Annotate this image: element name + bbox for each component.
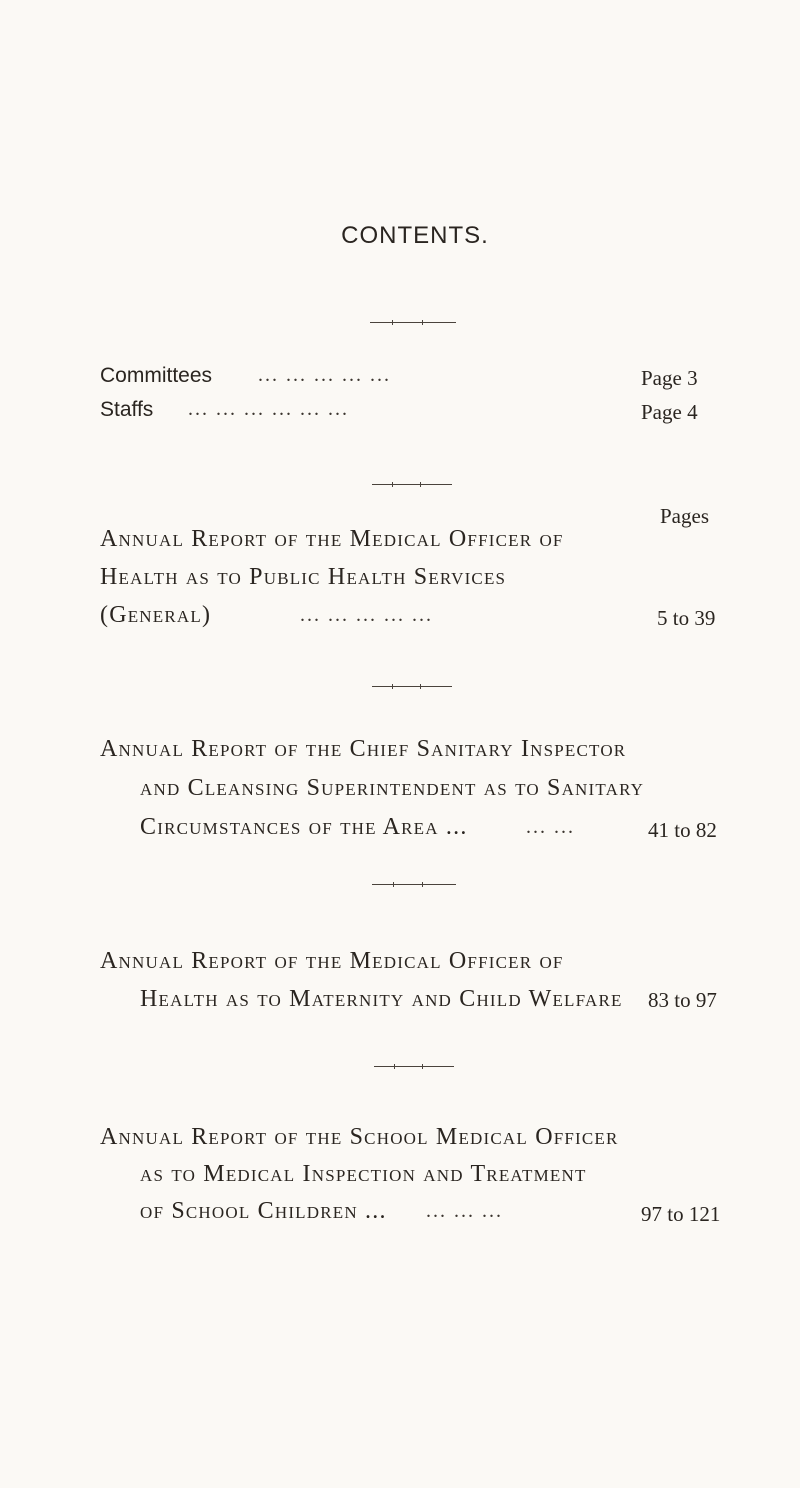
toc-staffs-label: Staffs	[100, 398, 154, 421]
toc-committees-page: Page 3	[641, 366, 698, 390]
toc-staffs-dots: ... ... ... ... ... ...	[188, 398, 349, 420]
toc-school-dots: ... ... ...	[426, 1200, 503, 1222]
toc-sanitary-pages: 41 to 82	[648, 818, 717, 842]
toc-maternity-pages: 83 to 97	[648, 988, 717, 1012]
toc-staffs-page: Page 4	[641, 400, 698, 424]
toc-committees-label: Committees	[100, 364, 213, 387]
toc-committees-dots: ... ... ... ... ...	[258, 364, 391, 386]
toc-sanitary-line1: Annual Report of the Chief Sanitary Inspector	[100, 736, 627, 762]
toc-school-line3: of School Children ...	[140, 1198, 387, 1224]
toc-school-pages: 97 to 121	[641, 1202, 721, 1226]
divider	[372, 884, 456, 885]
toc-sanitary-line2: and Cleansing Superintendent as to Sanitary	[140, 775, 645, 801]
toc-general-line2: Health as to Public Health Services	[100, 564, 507, 590]
pages-header: Pages	[660, 504, 709, 528]
divider	[374, 1066, 454, 1067]
toc-general-line1: Annual Report of the Medical Officer of	[100, 526, 564, 552]
divider	[372, 686, 452, 687]
toc-general-dots: ... ... ... ... ...	[300, 604, 433, 626]
toc-maternity-line1: Annual Report of the Medical Officer of	[100, 948, 564, 974]
toc-sanitary-dots: ... ...	[526, 816, 575, 838]
toc-general-pages: 5 to 39	[657, 606, 716, 630]
divider	[372, 484, 452, 485]
toc-maternity-line2: Health as to Maternity and Child Welfare	[140, 986, 623, 1012]
toc-school-line2: as to Medical Inspection and Treatment	[140, 1161, 587, 1187]
toc-general-line3: (General)	[100, 602, 212, 628]
divider	[370, 322, 456, 323]
page-title: CONTENTS.	[341, 222, 489, 249]
toc-school-line1: Annual Report of the School Medical Officer	[100, 1124, 619, 1150]
toc-sanitary-line3: Circumstances of the Area ...	[140, 814, 468, 840]
